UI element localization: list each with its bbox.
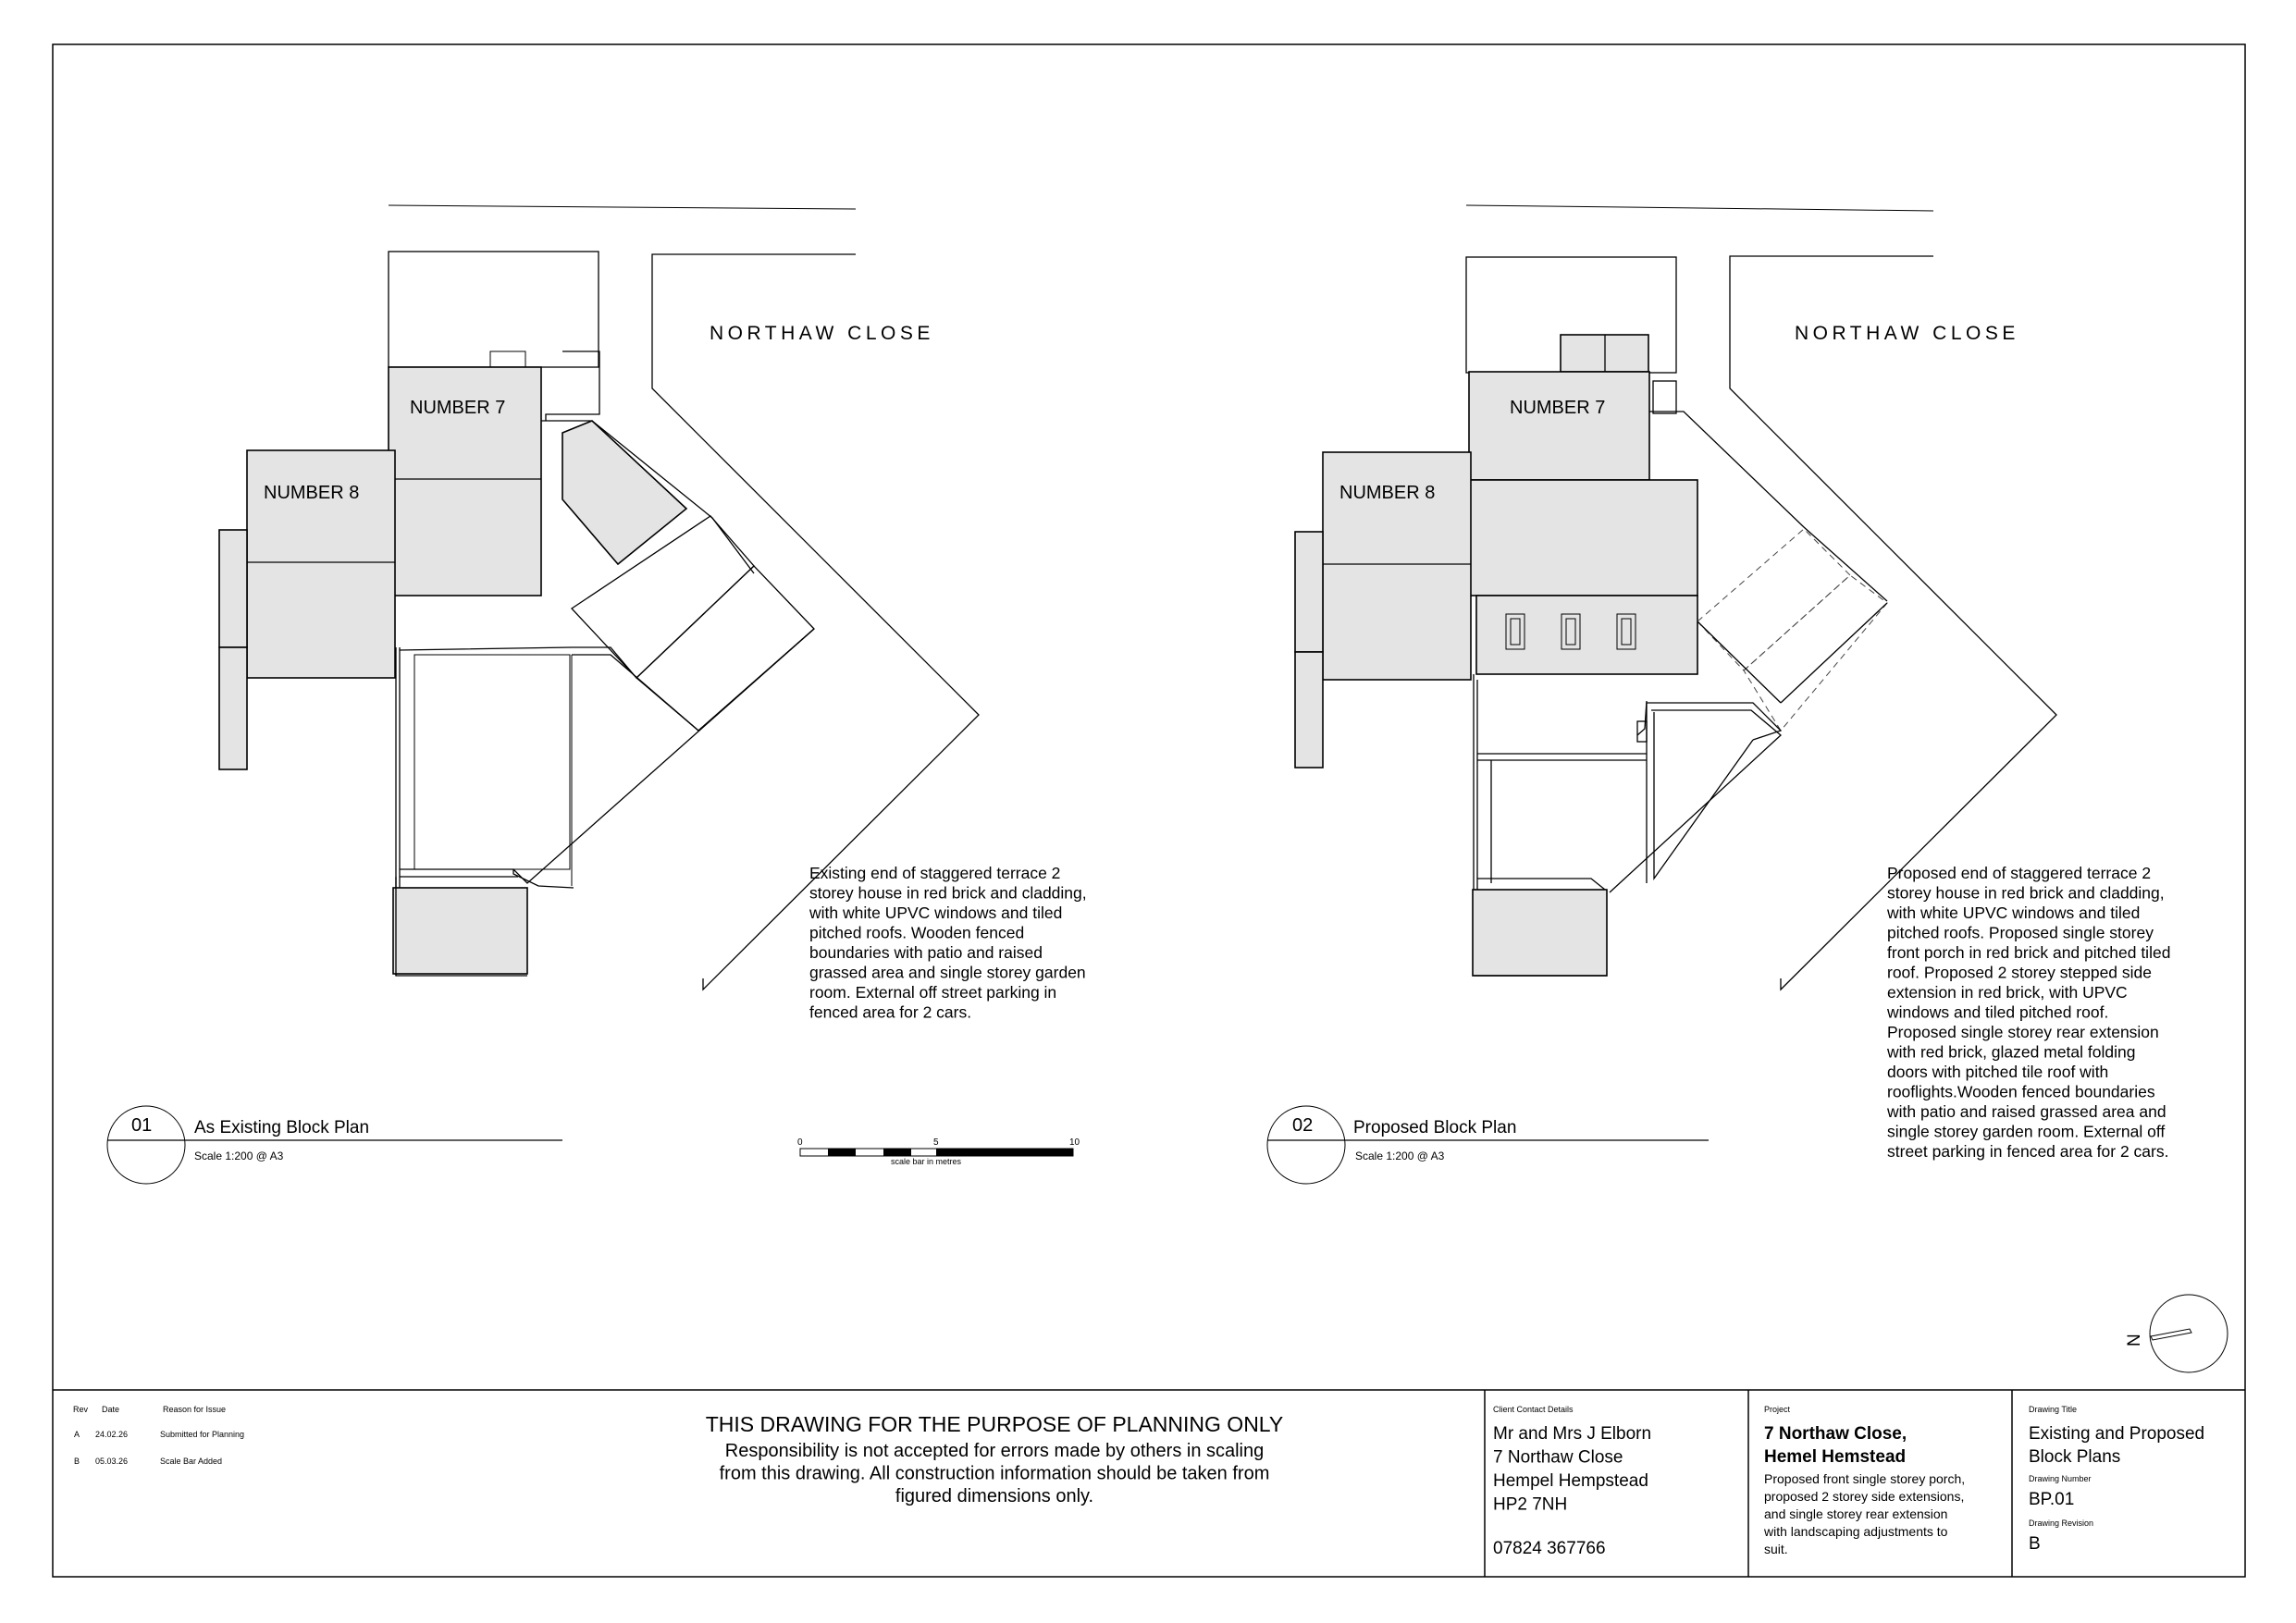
client-address-line: HP2 7NH bbox=[1493, 1494, 1568, 1515]
project-name bbox=[1764, 1424, 1907, 1467]
client-address-line: 7 Northaw Close bbox=[1493, 1447, 1623, 1468]
planning-notice-line: Responsibility is not accepted for errors made by others in scaling bbox=[724, 1441, 1265, 1461]
client-address-line: Mr and Mrs J Elborn bbox=[1493, 1424, 1652, 1444]
drawing-number-label: Drawing Number bbox=[2029, 1474, 2092, 1483]
rev-row-a-reason: Submitted for Planning bbox=[160, 1430, 245, 1439]
sheet-border bbox=[53, 44, 2245, 1577]
project-label: Project bbox=[1764, 1405, 1791, 1414]
date-header: Date bbox=[102, 1405, 120, 1414]
view-title-01: As Existing Block Plan bbox=[194, 1118, 370, 1137]
proposed-description-line: with red brick, glazed metal folding bbox=[1887, 1042, 2136, 1062]
drawing-number: BP.01 bbox=[2029, 1490, 2075, 1509]
rev-row-a-rev: A bbox=[74, 1430, 80, 1439]
reason-header: Reason for Issue bbox=[163, 1405, 227, 1414]
north-label: N bbox=[2125, 1334, 2144, 1346]
rev-row-a-date: 24.02.26 bbox=[95, 1430, 129, 1439]
proposed-description-line: windows and tiled pitched roof. bbox=[1887, 1002, 2109, 1022]
proposed-description-line: doors with pitched tile roof with bbox=[1887, 1063, 2109, 1081]
street-label-proposed: NORTHAW CLOSE bbox=[1795, 323, 2019, 344]
garden-room bbox=[562, 421, 686, 564]
rev-row-b-date: 05.03.26 bbox=[95, 1457, 129, 1466]
proposed-description-line: street parking in fenced area for 2 cars. bbox=[1887, 1142, 2169, 1161]
proposed-description-line: storey house in red brick and cladding, bbox=[1887, 883, 2165, 903]
existing-description-line: grassed area and single storey garden bbox=[809, 963, 1086, 982]
north-arrow bbox=[2125, 1295, 2228, 1372]
scale-bar bbox=[797, 1137, 1080, 1166]
drawing-title-line: Existing and Proposed bbox=[2029, 1424, 2205, 1444]
number-7-house-proposed bbox=[1469, 372, 1649, 480]
street-label-existing: NORTHAW CLOSE bbox=[710, 323, 934, 344]
drawing-title bbox=[2029, 1424, 2204, 1467]
number-8-label-existing: NUMBER 8 bbox=[264, 483, 360, 503]
rev-header: Rev bbox=[73, 1405, 89, 1414]
parking-bay-dashed-1 bbox=[1697, 529, 1850, 670]
project-description-line: with landscaping adjustments to bbox=[1764, 1524, 1948, 1539]
view-number-01: 01 bbox=[131, 1115, 153, 1136]
scale-bar-caption: scale bar in metres bbox=[891, 1157, 962, 1166]
planning-notice-body bbox=[720, 1441, 1270, 1506]
project-description-line: suit. bbox=[1764, 1542, 1788, 1556]
project-description-line: and single storey rear extension bbox=[1764, 1506, 1948, 1521]
client-phone: 07824 367766 bbox=[1493, 1539, 1606, 1558]
proposed-description-line: roof. Proposed 2 storey stepped side bbox=[1887, 963, 2153, 982]
project-description-line: Proposed front single storey porch, bbox=[1764, 1471, 1966, 1486]
existing-description bbox=[809, 864, 1087, 1022]
rev-row-b-rev: B bbox=[74, 1457, 80, 1466]
rev-row-b-reason: Scale Bar Added bbox=[160, 1457, 223, 1466]
number-8-label-proposed: NUMBER 8 bbox=[1339, 483, 1436, 503]
drawing-revision: B bbox=[2029, 1534, 2041, 1554]
proposed-description-line: Proposed end of staggered terrace 2 bbox=[1887, 864, 2152, 882]
proposed-description-line: Proposed single storey rear extension bbox=[1887, 1023, 2159, 1041]
client-address-line: Hempel Hempstead bbox=[1493, 1471, 1648, 1491]
drawing-revision-label: Drawing Revision bbox=[2029, 1518, 2094, 1528]
patio-area bbox=[414, 655, 570, 869]
planning-notice-line: from this drawing. All construction information should be taken from bbox=[719, 1463, 1270, 1484]
planning-notice-line: figured dimensions only. bbox=[895, 1486, 1094, 1506]
project-description bbox=[1763, 1471, 1965, 1556]
view-label-02 bbox=[1267, 1106, 1709, 1184]
proposed-description-line: single storey garden room. External off bbox=[1887, 1122, 2166, 1141]
scale-tick-0: 0 bbox=[797, 1137, 803, 1148]
project-description-line: proposed 2 storey side extensions, bbox=[1764, 1489, 1965, 1504]
existing-description-line: pitched roofs. Wooden fenced bbox=[809, 923, 1025, 942]
planning-notice-title: THIS DRAWING FOR THE PURPOSE OF PLANNING ONLY bbox=[705, 1412, 1284, 1436]
existing-description-line: Existing end of staggered terrace 2 bbox=[809, 864, 1061, 882]
drawing-title-line: Block Plans bbox=[2029, 1447, 2121, 1467]
number-7-label-proposed: NUMBER 7 bbox=[1510, 398, 1606, 418]
view-scale-02: Scale 1:200 @ A3 bbox=[1355, 1150, 1445, 1162]
parking-bay-dashed-2 bbox=[1744, 575, 1887, 731]
drawing-title-label: Drawing Title bbox=[2029, 1405, 2078, 1414]
view-title-02: Proposed Block Plan bbox=[1353, 1118, 1517, 1137]
existing-description-line: storey house in red brick and cladding, bbox=[809, 883, 1087, 903]
garden-shed bbox=[393, 888, 527, 974]
porch-step bbox=[490, 351, 525, 367]
client-address bbox=[1493, 1424, 1651, 1515]
side-extension bbox=[1469, 480, 1697, 596]
scale-tick-5: 5 bbox=[933, 1137, 939, 1148]
proposed-description-line: with white UPVC windows and tiled bbox=[1887, 904, 2141, 922]
garden-shed-proposed bbox=[1473, 890, 1607, 976]
existing-description-line: boundaries with patio and raised bbox=[809, 943, 1043, 962]
proposed-description-line: pitched roofs. Proposed single storey bbox=[1887, 923, 2154, 942]
rear-extension bbox=[1476, 596, 1697, 674]
project-name-line: 7 Northaw Close, bbox=[1764, 1424, 1907, 1444]
existing-description-line: fenced area for 2 cars. bbox=[809, 1002, 972, 1022]
scale-tick-10: 10 bbox=[1069, 1137, 1080, 1148]
revisions-table bbox=[73, 1405, 244, 1466]
view-number-02: 02 bbox=[1292, 1115, 1314, 1136]
proposed-description-line: with patio and raised grassed area and bbox=[1887, 1102, 2166, 1121]
parking-bay-2 bbox=[636, 566, 814, 731]
view-scale-01: Scale 1:200 @ A3 bbox=[194, 1150, 284, 1162]
proposed-description-line: front porch in red brick and pitched tiled bbox=[1887, 943, 2171, 962]
view-label-01 bbox=[107, 1106, 562, 1184]
project-name-line: Hemel Hemstead bbox=[1764, 1447, 1907, 1467]
existing-description-line: with white UPVC windows and tiled bbox=[809, 904, 1063, 922]
client-label: Client Contact Details bbox=[1493, 1405, 1574, 1414]
proposed-description bbox=[1886, 864, 2170, 1161]
number-7-label-existing: NUMBER 7 bbox=[410, 398, 506, 418]
existing-description-line: room. External off street parking in bbox=[809, 983, 1057, 1002]
proposed-description-line: rooflights.Wooden fenced boundaries bbox=[1887, 1082, 2155, 1101]
proposed-description-line: extension in red brick, with UPVC bbox=[1887, 983, 2128, 1002]
